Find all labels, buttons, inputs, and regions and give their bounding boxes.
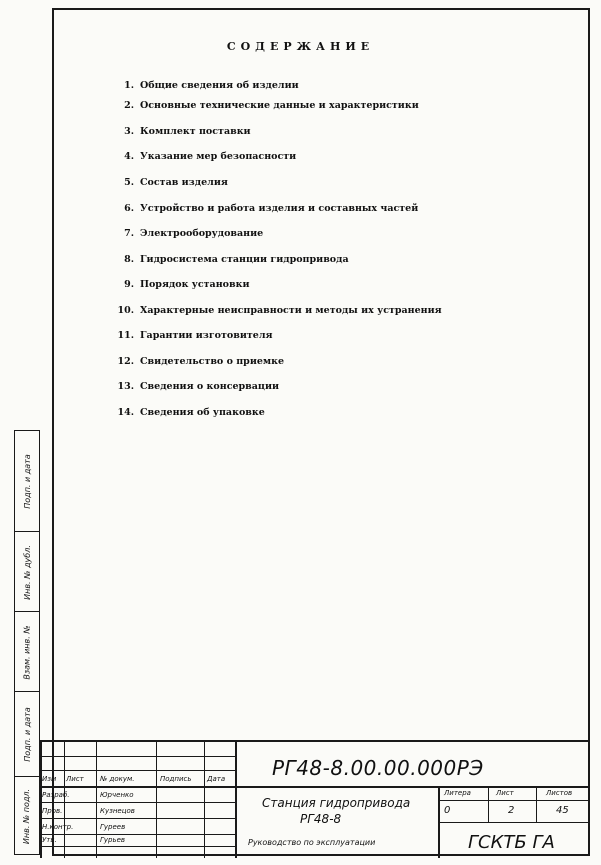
toc-item	[110, 279, 250, 290]
toc-item	[110, 80, 299, 91]
stamp-row-role: Н.контр.	[42, 823, 74, 831]
toc-item	[110, 203, 418, 214]
toc-item-number: 12.	[117, 356, 134, 367]
toc-item-text: Гидросистема станции гидропривода	[140, 254, 349, 265]
stamp-row-name: Гуреев	[100, 823, 126, 831]
stamp-row-name: Гурьев	[100, 836, 126, 844]
page-title: СОДЕРЖАНИЕ	[226, 40, 375, 53]
toc-item-text: Электрооборудование	[140, 228, 264, 239]
toc-item-text: Комплект поставки	[140, 126, 251, 137]
document-type: Руководство по эксплуатации	[248, 838, 376, 847]
toc-item-text: Основные технические данные и характеристики	[140, 100, 419, 111]
stamp-row-name: Юрченко	[100, 791, 134, 799]
left-label-inv-dubl: Инв. № дубл.	[22, 544, 32, 600]
toc-item-number: 1.	[124, 80, 134, 91]
sheets-value: 45	[556, 805, 569, 816]
toc-item-text: Порядок установки	[140, 279, 250, 290]
toc-item-text: Общие сведения об изделии	[140, 80, 299, 91]
stamp-row-role: Утв.	[42, 836, 57, 844]
left-label-podp-data-2: Подп. и дата	[22, 707, 32, 762]
organization-name: ГСКТБ ГА	[468, 832, 555, 853]
toc-item	[110, 330, 273, 341]
toc-item	[110, 305, 442, 316]
toc-item-number: 10.	[117, 305, 134, 316]
toc-item	[110, 100, 419, 111]
toc-item-number: 2.	[124, 100, 134, 111]
sheet-value: 2	[508, 805, 515, 816]
toc-item	[110, 177, 228, 188]
document-name: Станция гидропривода	[262, 796, 411, 810]
toc-item-text: Сведения об упаковке	[140, 407, 265, 418]
left-label-podp-data-1: Подп. и дата	[22, 453, 32, 509]
toc-item-number: 8.	[124, 254, 134, 265]
sheet-label: Лист	[496, 789, 514, 797]
toc-item-number: 4.	[124, 151, 134, 162]
stamp-col-list: Лист	[66, 775, 84, 783]
toc-item-text: Указание мер безопасности	[140, 151, 297, 162]
left-cell-inv-dubl	[15, 531, 39, 612]
left-label-vzam-inv: Взам. инв. №	[22, 624, 32, 680]
toc-item	[110, 381, 279, 392]
title-block	[40, 740, 590, 858]
left-cell-podp-data-2	[15, 691, 39, 777]
litera-label: Литера	[444, 789, 471, 797]
litera-value: 0	[444, 805, 451, 816]
toc-item-number: 9.	[124, 279, 134, 290]
toc-item	[110, 254, 349, 265]
toc-item-number: 14.	[117, 407, 134, 418]
stamp-row-role: Пров.	[42, 807, 63, 815]
toc-item	[110, 356, 284, 367]
left-cell-vzam-inv	[15, 611, 39, 692]
stamp-col-date: Дата	[207, 775, 226, 783]
stamp-col-izm: Изм	[42, 775, 57, 783]
document-model: РГ48-8	[300, 812, 342, 826]
toc-item-text: Устройство и работа изделия и составных частей	[140, 203, 419, 214]
toc-item-text: Гарантии изготовителя	[140, 330, 273, 341]
stamp-col-doc: № докум.	[100, 775, 135, 783]
toc-item-number: 13.	[117, 381, 134, 392]
toc-item	[110, 407, 265, 418]
toc-item-number: 5.	[124, 177, 134, 188]
left-cell-podp-data-1	[15, 431, 39, 531]
toc-item-text: Сведения о консервации	[140, 381, 280, 392]
stamp-row-role: Разраб.	[42, 791, 70, 799]
stamp-col-sign: Подпись	[160, 775, 192, 783]
document-code: РГ48-8.00.00.000РЭ	[272, 756, 484, 780]
toc-item-text: Состав изделия	[140, 177, 228, 188]
toc-item	[110, 151, 296, 162]
toc-item-number: 6.	[124, 203, 134, 214]
stamp-row-name: Кузнецов	[100, 807, 135, 815]
toc-item-number: 11.	[117, 330, 134, 341]
toc-item	[110, 126, 251, 137]
left-margin-table	[14, 430, 40, 855]
toc-item-text: Свидетельство о приемке	[140, 356, 285, 367]
toc-item-number: 3.	[124, 126, 134, 137]
toc-item-number: 7.	[124, 228, 134, 239]
left-cell-inv-podl	[15, 776, 39, 855]
sheets-label: Листов	[546, 789, 573, 797]
toc-item	[110, 228, 263, 239]
left-label-inv-podl: Инв. № подл.	[22, 788, 32, 844]
toc-item-text: Характерные неисправности и методы их устранения	[140, 305, 442, 316]
